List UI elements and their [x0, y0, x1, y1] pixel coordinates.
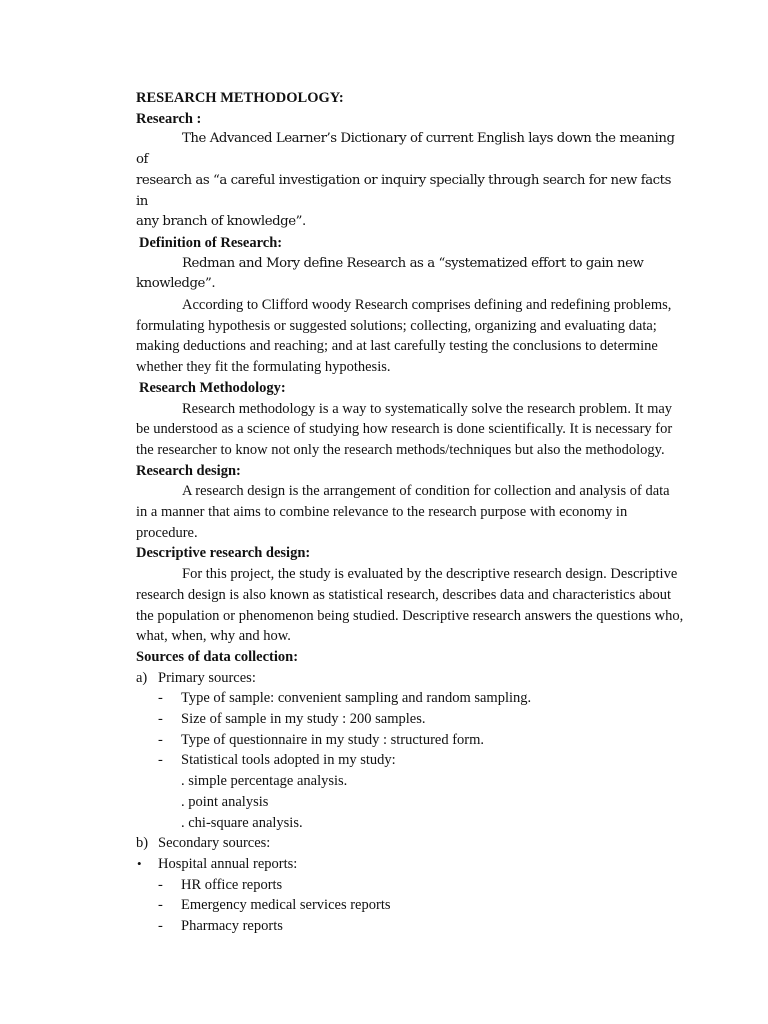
- list-item-text: Pharmacy reports: [181, 917, 283, 934]
- dash-marker: -: [158, 690, 163, 707]
- sources-heading: Sources of data collection:: [136, 648, 299, 665]
- tool-item: [136, 792, 684, 813]
- dash-marker: -: [158, 752, 163, 769]
- tool-item: [136, 771, 684, 792]
- list-item-text: HR office reports: [181, 876, 283, 893]
- document-body: [136, 88, 684, 937]
- list-item-text: Type of sample: convenient sampling and random sampling.: [181, 690, 532, 707]
- research-heading: Research :: [136, 110, 202, 127]
- list-item-text: Type of questionnaire in my study : structured form.: [181, 731, 485, 748]
- research-paragraph-line: any branch of knowledge”.: [136, 214, 306, 230]
- list-item-text: Statistical tools adopted in my study:: [181, 752, 396, 769]
- tool-item-text: . chi-square analysis.: [181, 814, 303, 831]
- research-paragraph-line: The Advanced Learner’s Dictionary of current English lays down the meaning of: [136, 131, 675, 168]
- list-item-text: Size of sample in my study : 200 samples.: [181, 711, 426, 728]
- bullet-icon: •: [137, 855, 142, 871]
- list-item: [136, 730, 684, 751]
- secondary-sources-item: [136, 833, 684, 854]
- dash-marker: -: [158, 711, 163, 728]
- list-item: [136, 709, 684, 730]
- methodology-paragraph: Research methodology is a way to systematically solve the research problem. It may be understood as a science of studying how research is done scientifically. It is necessary for the researcher to know not only the research methods/techniques but also the methodology.: [136, 400, 673, 458]
- definition-paragraph-line: Redman and Mory define Research as a “systematized effort to gain new: [182, 255, 644, 271]
- bullet-item-text: Hospital annual reports:: [158, 855, 298, 872]
- list-item-text: Emergency medical services reports: [181, 897, 391, 914]
- tool-item-text: . point analysis: [181, 793, 269, 810]
- list-item: [136, 875, 684, 896]
- tool-item-text: . simple percentage analysis.: [181, 773, 348, 790]
- definition-paragraph-woody: According to Clifford woody Research comprises defining and redefining problems, formulating hypothesis or suggested solutions; collecting, organizing and evaluating data; making deductions and reaching; and at last carefully testing the conclusions to determine whether they fit the formulating hypothesis.: [136, 297, 672, 376]
- dash-marker: -: [158, 917, 163, 934]
- descriptive-heading: Descriptive research design:: [136, 545, 311, 562]
- methodology-heading: Research Methodology:: [139, 379, 286, 396]
- list-item: [136, 916, 684, 937]
- bullet-item: [136, 854, 684, 875]
- list-marker: b): [136, 835, 149, 852]
- definition-paragraph-redman: [136, 254, 684, 295]
- list-marker: a): [136, 669, 148, 686]
- dash-marker: -: [158, 897, 163, 914]
- definition-paragraph-line: knowledge”.: [136, 276, 216, 292]
- list-item: [136, 688, 684, 709]
- definition-heading: Definition of Research:: [139, 234, 283, 251]
- primary-sources-item: [136, 668, 684, 689]
- dash-marker: -: [158, 876, 163, 893]
- primary-sources-label: Primary sources:: [158, 669, 256, 686]
- list-item: [136, 895, 684, 916]
- document-title: RESEARCH METHODOLOGY:: [136, 90, 344, 106]
- list-item: [136, 750, 684, 771]
- descriptive-paragraph: For this project, the study is evaluated by the descriptive research design. Descriptive research design is also known as statistical research, describes data and characteristics about the population or phenomenon being studied. Descriptive research answers the questions who, what, when, why and how.: [136, 566, 684, 645]
- research-paragraph: [136, 129, 684, 233]
- secondary-sources-label: Secondary sources:: [158, 835, 271, 852]
- tool-item: [136, 813, 684, 834]
- dash-marker: -: [158, 731, 163, 748]
- research-paragraph-line: research as “a careful investigation or inquiry specially through search for new facts in: [136, 172, 671, 209]
- design-paragraph: A research design is the arrangement of condition for collection and analysis of data in a manner that aims to combine relevance to the research purpose with economy in procedure.: [136, 483, 670, 541]
- design-heading: Research design:: [136, 462, 241, 479]
